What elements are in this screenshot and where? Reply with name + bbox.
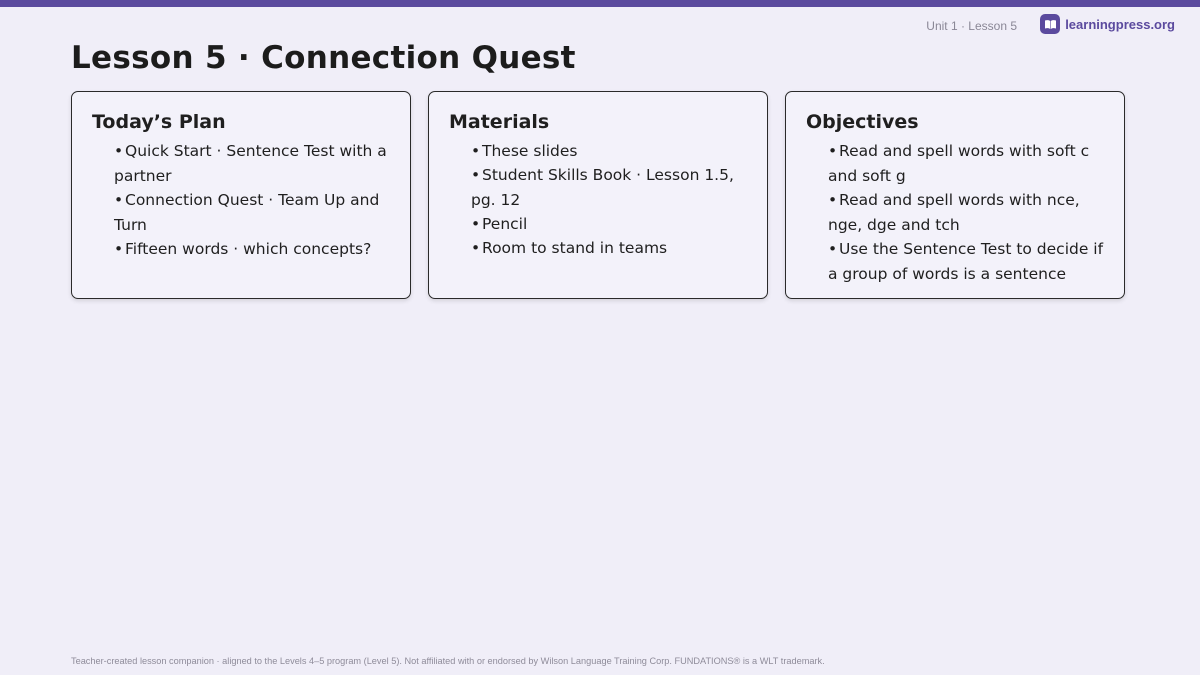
card-title: Today’s Plan bbox=[92, 111, 226, 133]
list-item: • Use the Sentence Test to decide if a group of words is a sentence bbox=[828, 240, 1104, 283]
list-item: • These slides bbox=[471, 142, 578, 160]
footer-disclaimer: Teacher-created lesson companion · aligned to the Levels 4–5 program (Level 5). Not affiliated with or endorsed by Wilson Language Training Corp. FUNDATIONS® is a WLT trademark. bbox=[71, 656, 825, 666]
card-todays-plan bbox=[71, 91, 411, 299]
card-objectives bbox=[785, 91, 1125, 299]
brand-name: learningpress.org bbox=[1065, 16, 1175, 32]
page-title: Lesson 5 · Connection Quest bbox=[71, 40, 576, 76]
cards-row bbox=[71, 91, 1125, 299]
list-item: • Student Skills Book · Lesson 1.5, pg. 12 bbox=[471, 166, 734, 209]
top-accent-bar bbox=[0, 0, 1200, 7]
list-item: • Read and spell words with nce, nge, dge and tch bbox=[828, 191, 1080, 234]
card-title: Materials bbox=[449, 111, 550, 133]
materials-list bbox=[449, 139, 751, 261]
book-icon bbox=[1040, 14, 1060, 34]
brand-link[interactable] bbox=[1040, 14, 1175, 34]
card-materials bbox=[428, 91, 768, 299]
plan-list bbox=[92, 139, 394, 262]
list-item: • Quick Start · Sentence Test with a partner bbox=[114, 142, 387, 185]
list-item: • Fifteen words · which concepts? bbox=[114, 240, 372, 258]
list-item: • Connection Quest · Team Up and Turn bbox=[114, 191, 380, 234]
list-item: • Room to stand in teams bbox=[471, 239, 668, 257]
list-item: • Read and spell words with soft c and soft g bbox=[828, 142, 1090, 185]
card-title: Objectives bbox=[806, 111, 919, 133]
objectives-list bbox=[806, 139, 1108, 287]
breadcrumb: Unit 1 · Lesson 5 bbox=[926, 19, 1017, 33]
list-item: • Pencil bbox=[471, 215, 528, 233]
